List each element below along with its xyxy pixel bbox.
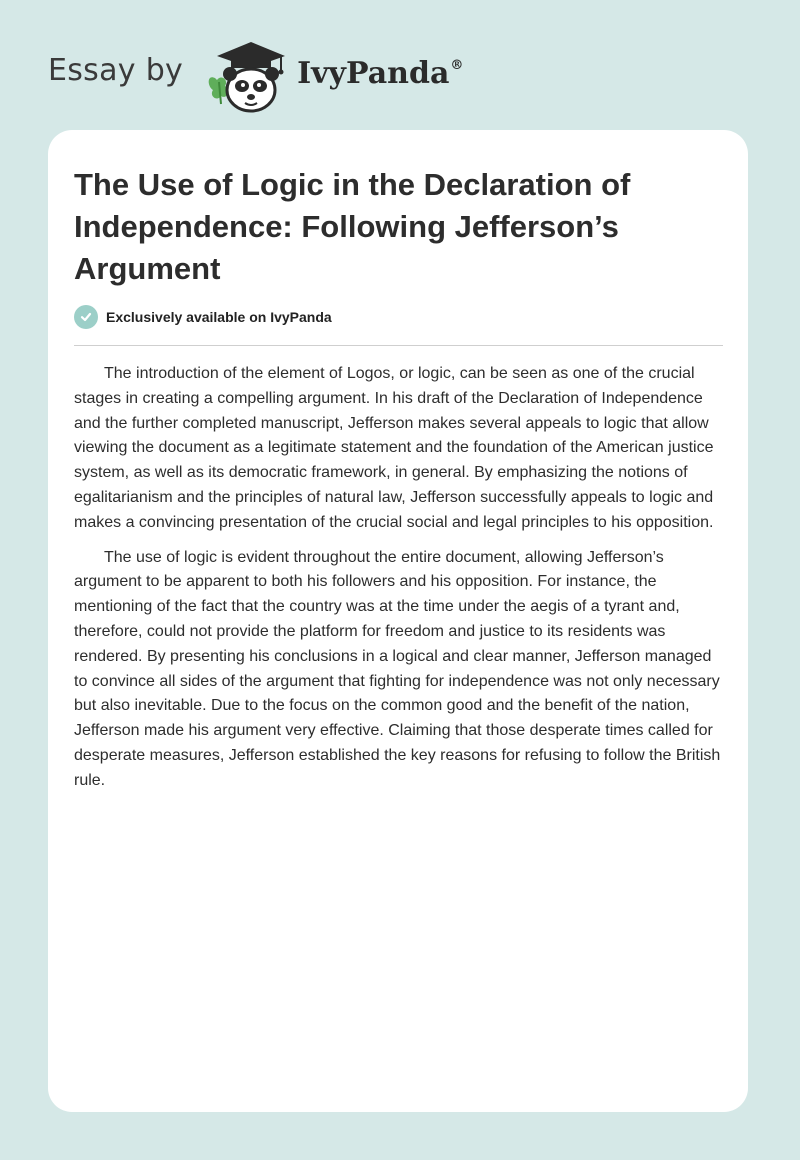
paragraph: The use of logic is evident throughout the entire document, allowing Jefferson’s argument to be apparent to both his followers and his opposition. For instance, the mentioning of the fact that the country was at the time under the aegis of a tyrant and, therefore, could not provide the platform for freedom and justice to its residents was rendered. By presenting his conclusions in a logical and clear manner, Jefferson managed to convince all sides of the argument that fighting for independence was not only necessary but also inevitable. Due to the focus on the common good and the benefit of the nation, Jefferson made his argument very effective. Claiming that those desperate times called for desperate measures, Jefferson established the key reasons for refusing to follow the British rule. xyxy=(74,548,721,789)
essay-by-label: Essay by xyxy=(48,52,184,88)
divider xyxy=(74,345,723,346)
essay-body xyxy=(74,362,724,804)
exclusive-badge xyxy=(74,305,332,329)
panda-graduate-logo-icon[interactable] xyxy=(201,34,293,114)
brand-name[interactable]: IvyPanda® xyxy=(297,55,464,91)
essay-card xyxy=(48,130,748,1112)
check-circle-icon xyxy=(74,305,98,329)
trademark-symbol: ® xyxy=(450,57,464,73)
essay-title: The Use of Logic in the Declaration of Independence: Following Jefferson’s Argument xyxy=(74,167,631,286)
exclusive-badge-text: Exclusively available on IvyPanda xyxy=(106,309,332,325)
site-header xyxy=(48,34,463,114)
paragraph: The introduction of the element of Logos, or logic, can be seen as one of the crucial stages in creating a compelling argument. In his draft of the Declaration of Independence and the further completed manuscript, Jefferson makes several appeals to logic that allow viewing the document as a legitimate statement and the foundation of the American justice system, as well as its democratic framework, in general. By emphasizing the notions of egalitarianism and the principles of natural law, Jefferson successfully appeals to logic and makes a convincing presentation of the crucial social and legal principles to his opposition. xyxy=(74,365,714,531)
